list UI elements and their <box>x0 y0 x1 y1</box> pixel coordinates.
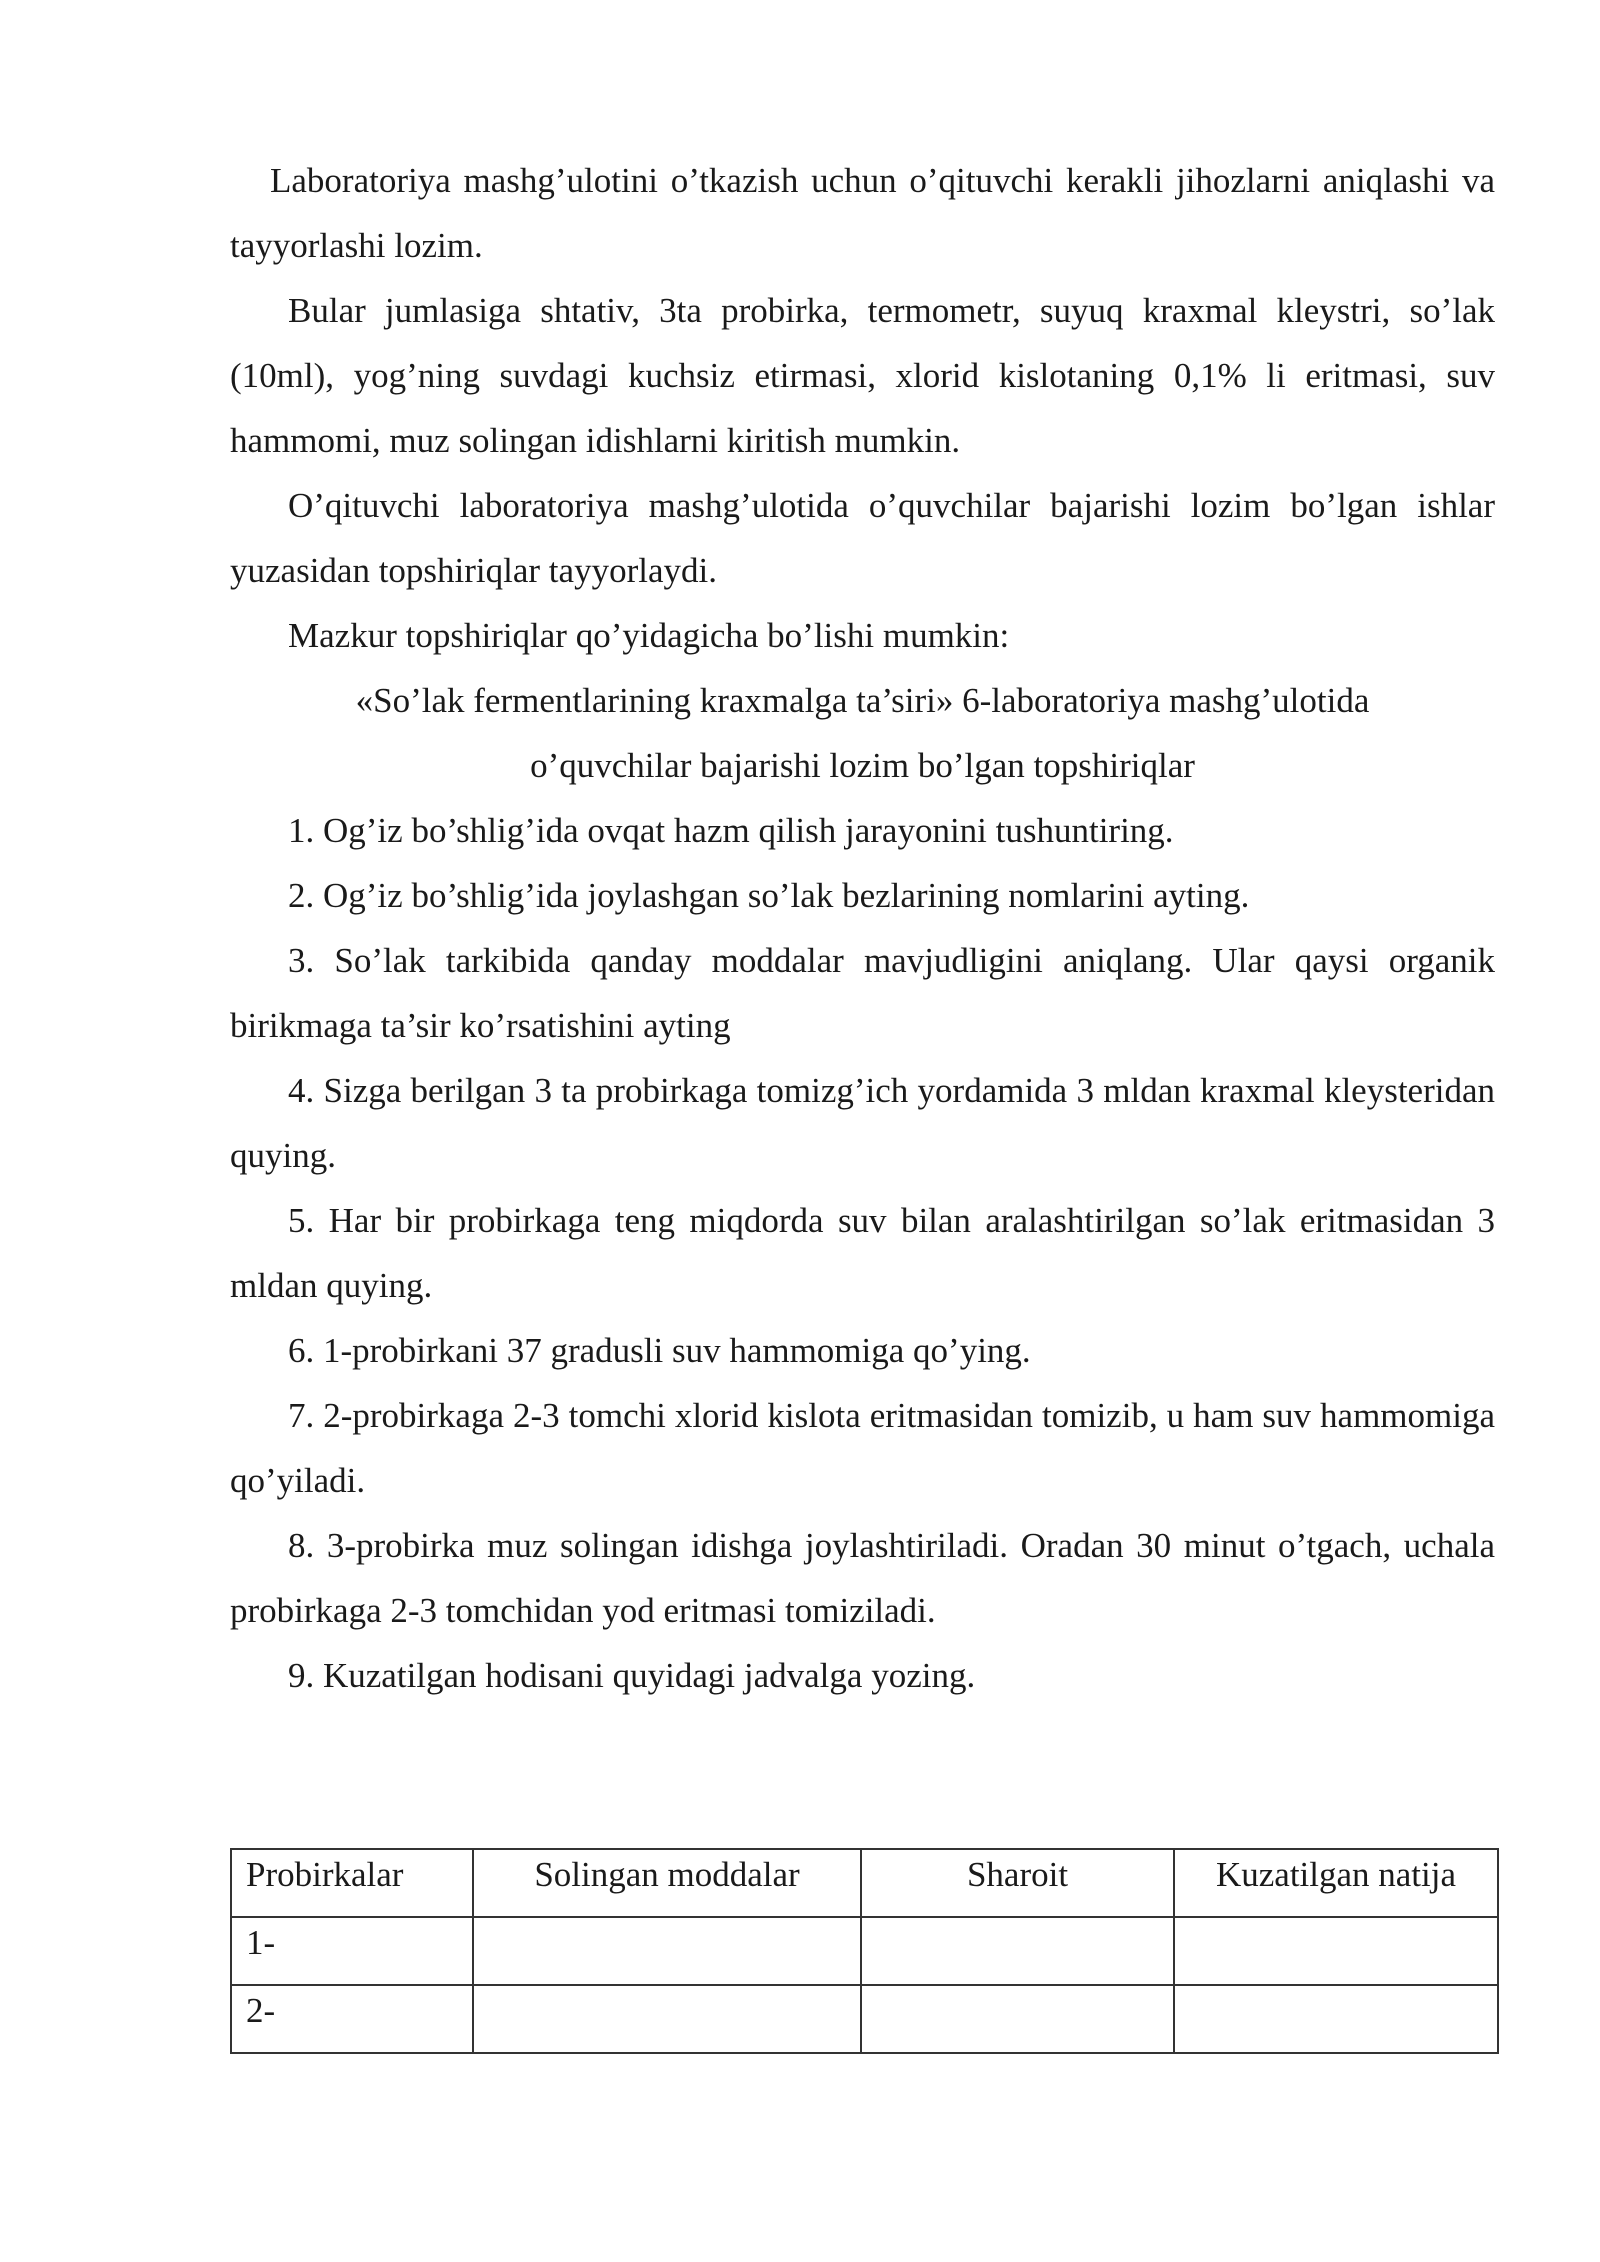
table-cell[interactable] <box>861 1917 1174 1985</box>
observation-table-wrapper <box>230 1848 1497 2054</box>
table-row <box>231 1985 1498 2053</box>
document-body <box>230 148 1495 1708</box>
table-cell[interactable] <box>1174 1917 1498 1985</box>
table-cell[interactable] <box>473 1985 861 2053</box>
header-probirkalar: Probirkalar <box>231 1849 473 1917</box>
task-item-8: 8. 3-probirka muz solingan idishga joylashtiriladi. Oradan 30 minut o’tgach, uchala probirkaga 2-3 tomchidan yod eritmasi tomiziladi. <box>230 1526 1495 1630</box>
observation-table <box>230 1848 1499 2054</box>
equipment-paragraph: Bular jumlasiga shtativ, 3ta probirka, termometr, suyuq kraxmal kleystri, so’lak (10ml), yog’ning suvdagi kuchsiz etirmasi, xlorid kislotaning 0,1% li eritmasi, suv hammomi, muz solingan idishlarni kiritish mumkin. <box>230 291 1495 460</box>
task-item-6: 6. 1-probirkani 37 gradusli suv hammomiga qo’ying. <box>288 1331 1031 1370</box>
task-item-1: 1. Og’iz bo’shlig’ida ovqat hazm qilish jarayonini tushuntiring. <box>288 811 1174 850</box>
task-item-7: 7. 2-probirkaga 2-3 tomchi xlorid kislota eritmasidan tomizib, u ham suv hammomiga qo’yiladi. <box>230 1396 1495 1500</box>
table-header-row <box>231 1849 1498 1917</box>
task-item-2: 2. Og’iz bo’shlig’ida joylashgan so’lak bezlarining nomlarini ayting. <box>288 876 1250 915</box>
task-item-5: 5. Har bir probirkaga teng miqdorda suv bilan aralashtirilgan so’lak eritmasidan 3 mldan quying. <box>230 1201 1495 1305</box>
section-heading-line-1: «So’lak fermentlarining kraxmalga ta’siri» 6-laboratoriya mashg’ulotida <box>355 681 1370 720</box>
header-sharoit: Sharoit <box>861 1849 1174 1917</box>
task-item-3: 3. So’lak tarkibida qanday moddalar mavjudligini aniqlang. Ular qaysi organik birikmaga ta’sir ko’rsatishini ayting <box>230 941 1495 1045</box>
section-heading-line-2: o’quvchilar bajarishi lozim bo’lgan topshiriqlar <box>530 746 1195 785</box>
task-item-9: 9. Kuzatilgan hodisani quyidagi jadvalga yozing. <box>288 1656 976 1695</box>
table-row <box>231 1917 1498 1985</box>
task-item-4: 4. Sizga berilgan 3 ta probirkaga tomizg’ich yordamida 3 mldan kraxmal kleysteridan quying. <box>230 1071 1495 1175</box>
tasks-intro-paragraph: O’qituvchi laboratoriya mashg’ulotida o’quvchilar bajarishi lozim bo’lgan ishlar yuzasidan topshiriqlar tayyorlaydi. <box>230 486 1495 590</box>
tasks-lead-paragraph: Mazkur topshiriqlar qo’yidagicha bo’lishi mumkin: <box>288 616 1010 655</box>
header-kuzatilgan-natija: Kuzatilgan natija <box>1174 1849 1498 1917</box>
header-solingan-moddalar: Solingan moddalar <box>473 1849 861 1917</box>
intro-paragraph: Laboratoriya mashg’ulotini o’tkazish uchun o’qituvchi kerakli jihozlarni aniqlashi va tayyorlashi lozim. <box>230 161 1495 265</box>
table-cell[interactable] <box>1174 1985 1498 2053</box>
table-cell[interactable]: 1- <box>231 1917 473 1985</box>
table-cell[interactable] <box>861 1985 1174 2053</box>
table-cell[interactable] <box>473 1917 861 1985</box>
table-cell[interactable]: 2- <box>231 1985 473 2053</box>
